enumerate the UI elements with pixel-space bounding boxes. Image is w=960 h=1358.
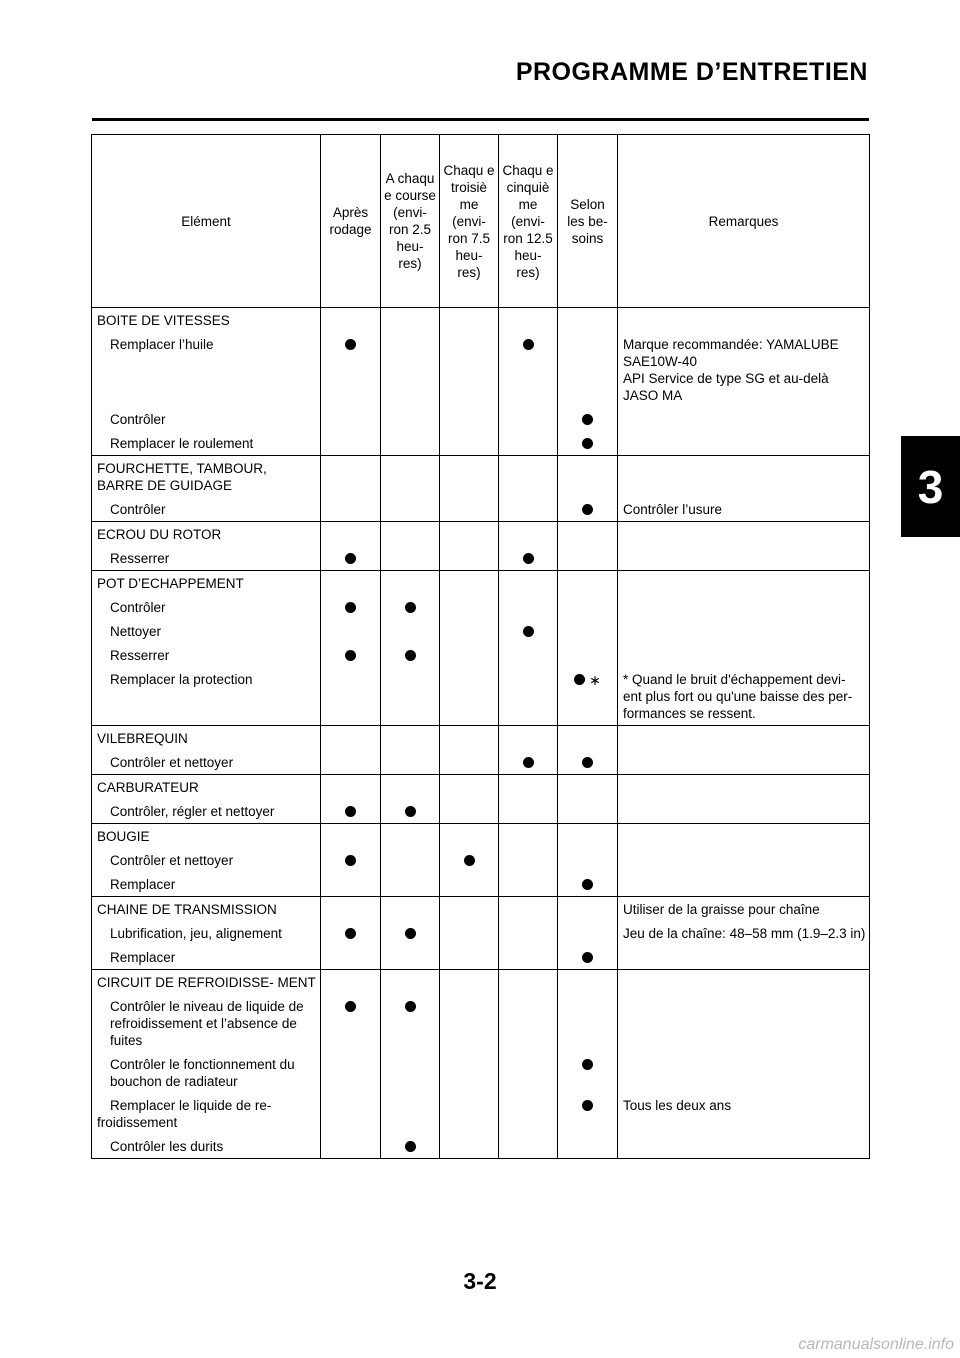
table-row xyxy=(92,407,870,431)
interval-cell xyxy=(381,667,440,726)
interval-cell xyxy=(440,332,499,407)
asterisk-mark: ∗ xyxy=(589,671,601,688)
interval-cell xyxy=(440,667,499,726)
interval-cell xyxy=(499,921,558,945)
interval-cell xyxy=(381,970,440,995)
header-after-break-in: Après rodage xyxy=(321,135,381,308)
remarks-cell xyxy=(618,945,870,970)
item-label: Contrôler le fonctionnement du bouchon de radiateur xyxy=(92,1052,321,1093)
interval-cell xyxy=(558,332,618,407)
interval-cell xyxy=(499,431,558,456)
interval-cell xyxy=(440,522,499,547)
chapter-tab: 3 xyxy=(901,436,960,537)
interval-cell xyxy=(321,726,381,751)
interval-cell xyxy=(440,497,499,522)
bullet-mark xyxy=(345,855,356,866)
interval-cell xyxy=(558,824,618,849)
table-row xyxy=(92,750,870,775)
interval-cell xyxy=(440,921,499,945)
interval-cell xyxy=(440,945,499,970)
interval-cell xyxy=(321,308,381,333)
interval-cell xyxy=(321,945,381,970)
bullet-mark xyxy=(345,806,356,817)
interval-cell xyxy=(499,775,558,800)
bullet-mark xyxy=(582,438,593,449)
interval-cell xyxy=(440,407,499,431)
bullet-mark xyxy=(345,339,356,350)
interval-cell xyxy=(321,497,381,522)
header-every-race: A chaqu e course (envi- ron 2.5 heu- res) xyxy=(381,135,440,308)
bullet-mark xyxy=(582,879,593,890)
item-label: Remplacer la protection xyxy=(92,667,321,726)
interval-cell xyxy=(381,945,440,970)
bullet-mark xyxy=(574,674,585,685)
interval-cell xyxy=(558,431,618,456)
remarks-cell xyxy=(618,872,870,897)
interval-cell xyxy=(499,546,558,571)
table-row xyxy=(92,1093,870,1134)
interval-cell xyxy=(321,1052,381,1093)
remarks-cell xyxy=(618,726,870,751)
remarks-cell xyxy=(618,571,870,596)
interval-cell xyxy=(321,595,381,619)
table-row xyxy=(92,921,870,945)
group-label: CHAINE DE TRANSMISSION xyxy=(92,897,321,922)
interval-cell xyxy=(381,497,440,522)
item-label: Resserrer xyxy=(92,546,321,571)
interval-cell xyxy=(321,824,381,849)
interval-cell xyxy=(440,848,499,872)
table-group-row xyxy=(92,897,870,922)
remarks-cell xyxy=(618,497,870,522)
interval-cell xyxy=(381,921,440,945)
table-group-row xyxy=(92,775,870,800)
interval-cell xyxy=(499,456,558,498)
interval-cell xyxy=(558,872,618,897)
interval-cell xyxy=(381,522,440,547)
item-label: Contrôler, régler et nettoyer xyxy=(92,799,321,824)
interval-cell xyxy=(381,994,440,1052)
interval-cell xyxy=(558,1052,618,1093)
interval-cell xyxy=(381,726,440,751)
interval-cell xyxy=(440,546,499,571)
table-group-row xyxy=(92,726,870,751)
remarks-cell xyxy=(618,643,870,667)
bullet-mark xyxy=(345,602,356,613)
interval-cell xyxy=(381,1052,440,1093)
remark-text: Marque recommandée: YAMALUBE SAE10W-40 xyxy=(623,337,839,369)
interval-cell xyxy=(558,921,618,945)
interval-cell xyxy=(499,1134,558,1159)
interval-cell xyxy=(558,799,618,824)
interval-cell xyxy=(321,750,381,775)
interval-cell xyxy=(558,1093,618,1134)
table-group-row xyxy=(92,456,870,498)
item-label: Contrôler le niveau de liquide de refroidissement et l’absence de fuites xyxy=(92,994,321,1052)
interval-cell xyxy=(558,407,618,431)
interval-cell xyxy=(558,522,618,547)
group-label: FOURCHETTE, TAMBOUR, BARRE DE GUIDAGE xyxy=(92,456,321,498)
interval-cell xyxy=(440,897,499,922)
interval-cell xyxy=(381,750,440,775)
bullet-mark xyxy=(582,1059,593,1070)
bullet-mark xyxy=(582,414,593,425)
bullet-mark xyxy=(405,1001,416,1012)
remarks-cell xyxy=(618,1134,870,1159)
bullet-mark xyxy=(523,626,534,637)
remarks-cell xyxy=(618,799,870,824)
interval-cell xyxy=(558,643,618,667)
interval-cell xyxy=(558,750,618,775)
table-row xyxy=(92,945,870,970)
bullet-mark xyxy=(582,504,593,515)
maintenance-table xyxy=(91,134,870,1159)
table-row xyxy=(92,872,870,897)
interval-cell xyxy=(499,667,558,726)
group-label: POT D’ECHAPPEMENT xyxy=(92,571,321,596)
remarks-cell xyxy=(618,824,870,849)
remarks-cell xyxy=(618,456,870,498)
interval-cell xyxy=(558,848,618,872)
table-row xyxy=(92,431,870,456)
interval-cell xyxy=(499,824,558,849)
interval-cell xyxy=(558,775,618,800)
bullet-mark xyxy=(582,952,593,963)
bullet-mark xyxy=(405,1141,416,1152)
interval-cell xyxy=(499,945,558,970)
table-row xyxy=(92,667,870,726)
interval-cell xyxy=(381,848,440,872)
page-title: PROGRAMME D’ENTRETIEN xyxy=(515,58,868,86)
interval-cell xyxy=(440,571,499,596)
group-label: VILEBREQUIN xyxy=(92,726,321,751)
interval-cell xyxy=(440,431,499,456)
group-label: BOITE DE VITESSES xyxy=(92,308,321,333)
interval-cell xyxy=(440,799,499,824)
interval-cell xyxy=(558,497,618,522)
interval-cell xyxy=(381,799,440,824)
interval-cell xyxy=(381,571,440,596)
interval-cell xyxy=(381,775,440,800)
header-element: Elément xyxy=(92,135,321,308)
page-number: 3-2 xyxy=(463,1268,497,1294)
interval-cell xyxy=(321,897,381,922)
header-every-fifth: Chaqu e cinquiè me (envi- ron 12.5 heu- res) xyxy=(499,135,558,308)
interval-cell xyxy=(499,595,558,619)
table-row xyxy=(92,619,870,643)
interval-cell xyxy=(499,522,558,547)
interval-cell xyxy=(321,1134,381,1159)
table-row xyxy=(92,1052,870,1093)
interval-cell xyxy=(381,332,440,407)
item-label: Remplacer le roulement xyxy=(92,431,321,456)
interval-cell xyxy=(499,726,558,751)
interval-cell xyxy=(321,1093,381,1134)
remarks-cell xyxy=(618,750,870,775)
item-label: Contrôler les durits xyxy=(92,1134,321,1159)
remarks-cell xyxy=(618,1052,870,1093)
interval-cell xyxy=(440,994,499,1052)
remark-text: * Quand le bruit d'échappement devi- ent plus fort ou qu'une baisse des per- formances se ressent. xyxy=(623,672,853,721)
remarks-cell xyxy=(618,407,870,431)
interval-cell xyxy=(440,619,499,643)
bullet-mark xyxy=(523,339,534,350)
remark-text: Utiliser de la graisse pour chaîne xyxy=(623,902,820,917)
table-group-row xyxy=(92,571,870,596)
remarks-cell xyxy=(618,522,870,547)
interval-cell xyxy=(321,970,381,995)
interval-cell xyxy=(558,994,618,1052)
interval-cell xyxy=(381,643,440,667)
interval-cell xyxy=(321,775,381,800)
item-label: Resserrer xyxy=(92,643,321,667)
interval-cell xyxy=(499,1052,558,1093)
item-label: Remplacer xyxy=(92,945,321,970)
group-label: CARBURATEUR xyxy=(92,775,321,800)
interval-cell xyxy=(440,595,499,619)
bullet-mark xyxy=(523,553,534,564)
table-header-row xyxy=(92,135,870,308)
item-label: Remplacer le liquide de re- froidissement xyxy=(92,1093,321,1134)
interval-cell xyxy=(321,332,381,407)
table-row xyxy=(92,497,870,522)
interval-cell xyxy=(499,994,558,1052)
interval-cell xyxy=(558,970,618,995)
interval-cell xyxy=(499,643,558,667)
interval-cell xyxy=(381,546,440,571)
table-group-row xyxy=(92,824,870,849)
item-label: Contrôler xyxy=(92,595,321,619)
interval-cell xyxy=(499,308,558,333)
remarks-cell xyxy=(618,308,870,333)
interval-cell xyxy=(440,775,499,800)
interval-cell xyxy=(558,667,618,726)
interval-cell xyxy=(440,824,499,849)
interval-cell xyxy=(499,848,558,872)
watermark: carmanualsonline.info xyxy=(798,1336,954,1353)
interval-cell xyxy=(499,1093,558,1134)
interval-cell xyxy=(381,824,440,849)
interval-cell xyxy=(381,1134,440,1159)
bullet-mark xyxy=(345,553,356,564)
item-label: Remplacer l’huile xyxy=(92,332,321,407)
interval-cell xyxy=(321,667,381,726)
interval-cell xyxy=(321,546,381,571)
bullet-mark xyxy=(464,855,475,866)
remarks-cell xyxy=(618,970,870,995)
bullet-mark xyxy=(523,757,534,768)
interval-cell xyxy=(558,595,618,619)
interval-cell xyxy=(558,945,618,970)
interval-cell xyxy=(499,970,558,995)
table-row xyxy=(92,994,870,1052)
interval-cell xyxy=(558,726,618,751)
interval-cell xyxy=(440,643,499,667)
remarks-cell xyxy=(618,848,870,872)
item-label: Remplacer xyxy=(92,872,321,897)
interval-cell xyxy=(321,571,381,596)
group-label: ECROU DU ROTOR xyxy=(92,522,321,547)
table-group-row xyxy=(92,970,870,995)
interval-cell xyxy=(321,848,381,872)
item-label: Nettoyer xyxy=(92,619,321,643)
bullet-mark xyxy=(405,806,416,817)
bullet-mark xyxy=(405,602,416,613)
interval-cell xyxy=(381,407,440,431)
bullet-mark xyxy=(345,1001,356,1012)
header-as-required: Selon les be- soins xyxy=(558,135,618,308)
interval-cell xyxy=(558,546,618,571)
remarks-cell xyxy=(618,921,870,945)
interval-cell xyxy=(558,571,618,596)
remarks-cell xyxy=(618,1093,870,1134)
bullet-mark xyxy=(582,1100,593,1111)
interval-cell xyxy=(321,799,381,824)
remark-text: API Service de type SG et au-delà xyxy=(623,371,829,386)
header-every-third: Chaqu e troisiè me (envi- ron 7.5 heu- res) xyxy=(440,135,499,308)
item-label: Contrôler xyxy=(92,407,321,431)
bullet-mark xyxy=(405,650,416,661)
interval-cell xyxy=(440,1052,499,1093)
table-row xyxy=(92,643,870,667)
remarks-cell xyxy=(618,994,870,1052)
interval-cell xyxy=(321,619,381,643)
item-label: Contrôler et nettoyer xyxy=(92,750,321,775)
interval-cell xyxy=(381,1093,440,1134)
interval-cell xyxy=(499,750,558,775)
interval-cell xyxy=(499,799,558,824)
table-row xyxy=(92,595,870,619)
interval-cell xyxy=(440,456,499,498)
interval-cell xyxy=(321,522,381,547)
interval-cell xyxy=(499,897,558,922)
remarks-cell xyxy=(618,332,870,407)
remarks-cell xyxy=(618,546,870,571)
table-row xyxy=(92,799,870,824)
title-rule xyxy=(92,118,869,121)
remarks-cell xyxy=(618,667,870,726)
item-label: Contrôler et nettoyer xyxy=(92,848,321,872)
remark-text: Tous les deux ans xyxy=(623,1098,732,1113)
interval-cell xyxy=(321,456,381,498)
interval-cell xyxy=(558,308,618,333)
table-row xyxy=(92,848,870,872)
group-label: CIRCUIT DE REFROIDISSE- MENT xyxy=(92,970,321,995)
group-label: BOUGIE xyxy=(92,824,321,849)
interval-cell xyxy=(499,407,558,431)
interval-cell xyxy=(321,407,381,431)
interval-cell xyxy=(499,571,558,596)
interval-cell xyxy=(499,619,558,643)
table-group-row xyxy=(92,522,870,547)
remarks-cell xyxy=(618,431,870,456)
remark-text: Jeu de la chaîne: 48–58 mm (1.9–2.3 in) xyxy=(623,926,866,941)
remarks-cell xyxy=(618,897,870,922)
interval-cell xyxy=(558,1134,618,1159)
interval-cell xyxy=(381,308,440,333)
table-body xyxy=(92,308,870,1159)
interval-cell xyxy=(321,431,381,456)
remarks-cell xyxy=(618,595,870,619)
bullet-mark xyxy=(582,757,593,768)
remarks-cell xyxy=(618,775,870,800)
remark-text: JASO MA xyxy=(623,388,683,403)
item-label: Lubrification, jeu, alignement xyxy=(92,921,321,945)
interval-cell xyxy=(499,332,558,407)
remarks-cell xyxy=(618,619,870,643)
bullet-mark xyxy=(345,650,356,661)
item-label: Contrôler xyxy=(92,497,321,522)
interval-cell xyxy=(558,619,618,643)
interval-cell xyxy=(381,872,440,897)
interval-cell xyxy=(321,872,381,897)
table-group-row xyxy=(92,308,870,333)
interval-cell xyxy=(321,994,381,1052)
header-remarks: Remarques xyxy=(618,135,870,308)
remark-text: Contrôler l’usure xyxy=(623,502,723,517)
interval-cell xyxy=(440,872,499,897)
bullet-mark xyxy=(345,928,356,939)
interval-cell xyxy=(381,456,440,498)
table-row xyxy=(92,546,870,571)
interval-cell xyxy=(440,308,499,333)
interval-cell xyxy=(440,1134,499,1159)
interval-cell xyxy=(440,726,499,751)
interval-cell xyxy=(499,497,558,522)
interval-cell xyxy=(440,750,499,775)
table-row xyxy=(92,332,870,407)
table-row xyxy=(92,1134,870,1159)
interval-cell xyxy=(381,897,440,922)
interval-cell xyxy=(558,897,618,922)
interval-cell xyxy=(381,619,440,643)
interval-cell xyxy=(558,456,618,498)
interval-cell xyxy=(321,921,381,945)
interval-cell xyxy=(321,643,381,667)
bullet-mark xyxy=(405,928,416,939)
interval-cell xyxy=(381,595,440,619)
interval-cell xyxy=(499,872,558,897)
interval-cell xyxy=(381,431,440,456)
interval-cell xyxy=(440,970,499,995)
interval-cell xyxy=(440,1093,499,1134)
